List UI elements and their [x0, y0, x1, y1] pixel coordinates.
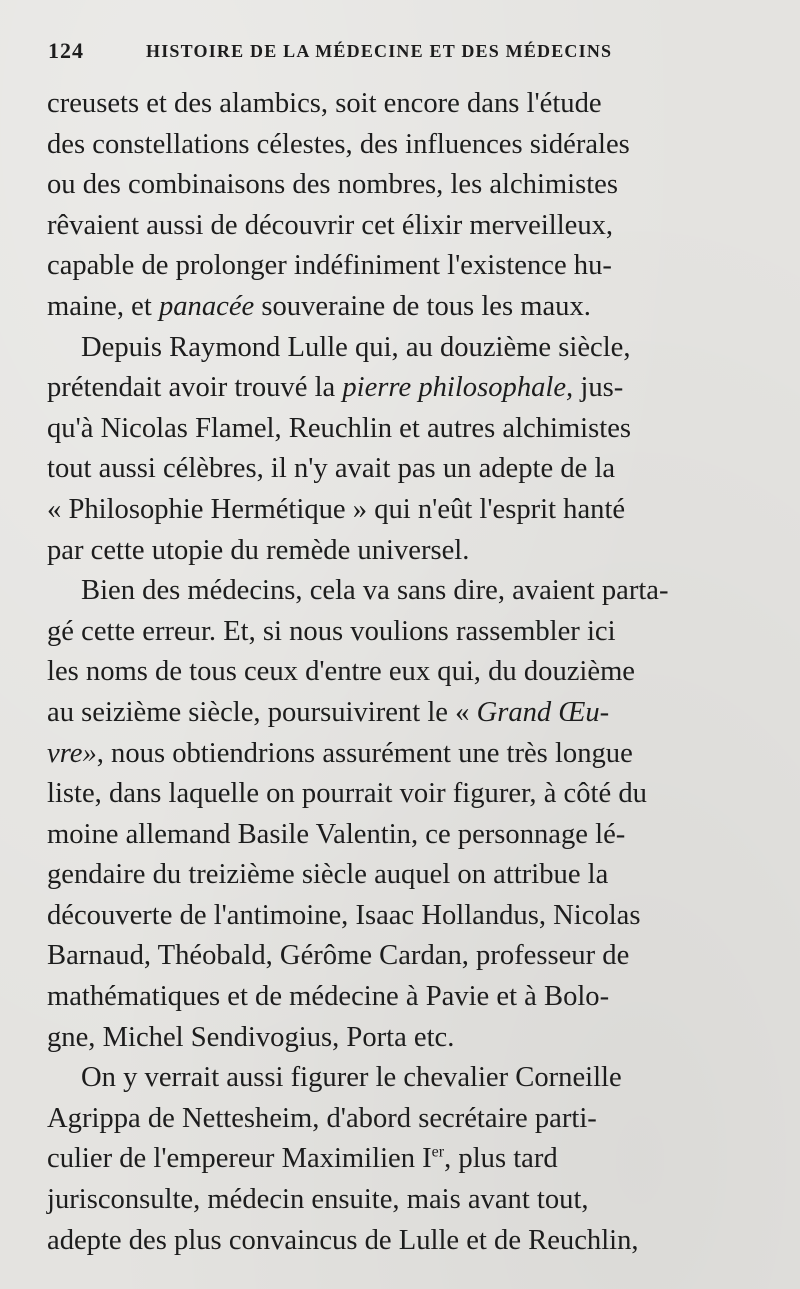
- line-text: au seizième siècle, poursuivirent le «: [47, 696, 477, 728]
- line-text: liste, dans laquelle on pourrait voir figurer, à côté du: [47, 778, 647, 810]
- body-text: [47, 84, 756, 1261]
- text-line: [47, 125, 756, 166]
- text-line: [47, 1139, 756, 1180]
- text-line: [47, 1221, 756, 1262]
- line-text: culier de l'empereur Maximilien I: [47, 1143, 432, 1175]
- text-line: [47, 328, 756, 369]
- text-line: [47, 612, 756, 653]
- line-text: , nous obtiendrions assurément une très longue: [96, 737, 633, 769]
- text-line: [47, 936, 756, 977]
- line-text: jus-: [573, 372, 624, 404]
- text-line: [47, 571, 756, 612]
- line-text: tout aussi célèbres, il n'y avait pas un adepte de la: [47, 453, 616, 485]
- text-line: [47, 1058, 756, 1099]
- line-text: mathématiques et de médecine à Pavie et à Bolo-: [47, 981, 610, 1013]
- text-line: [47, 287, 756, 328]
- text-line: [47, 652, 756, 693]
- superscript-text: er: [431, 1143, 445, 1161]
- line-text: maine, et: [47, 290, 159, 322]
- page-number: 124: [48, 38, 84, 63]
- text-line: [47, 449, 756, 490]
- text-line: [47, 774, 756, 815]
- running-title: HISTOIRE DE LA MÉDECINE ET DES MÉDECINS: [146, 41, 613, 61]
- text-line: [47, 815, 756, 856]
- text-line: [47, 693, 756, 734]
- text-line: [47, 84, 756, 125]
- line-text: jurisconsulte, médecin ensuite, mais avant tout,: [47, 1184, 589, 1216]
- line-text: Agrippa de Nettesheim, d'abord secrétaire parti-: [47, 1102, 597, 1134]
- italic-text: pierre philosophale,: [342, 372, 574, 404]
- line-text: souveraine de tous les maux.: [254, 290, 591, 322]
- text-line: [47, 165, 756, 206]
- line-text: gne, Michel Sendivogius, Porta etc.: [47, 1021, 455, 1053]
- line-text: par cette utopie du remède universel.: [47, 534, 470, 566]
- text-line: [47, 1018, 756, 1059]
- text-line: [47, 896, 756, 937]
- page-header: [48, 38, 748, 68]
- line-text: « Philosophie Hermétique » qui n'eût l'esprit hanté: [47, 493, 626, 525]
- text-line: [47, 1099, 756, 1140]
- text-line: [47, 531, 756, 572]
- line-text: On y verrait aussi figurer le chevalier Corneille: [81, 1062, 622, 1094]
- text-line: [47, 206, 756, 247]
- line-text: Depuis Raymond Lulle qui, au douzième siècle,: [81, 331, 631, 363]
- text-line: [47, 1180, 756, 1221]
- italic-text: Grand Œu-: [476, 696, 610, 728]
- line-text: gendaire du treizième siècle auquel on attribue la: [47, 859, 609, 891]
- line-text: rêvaient aussi de découvrir cet élixir merveilleux,: [47, 209, 614, 241]
- line-text: capable de prolonger indéfiniment l'existence hu-: [47, 250, 612, 282]
- line-text: , plus tard: [444, 1143, 558, 1175]
- italic-text: vre»: [47, 737, 97, 769]
- text-line: [47, 246, 756, 287]
- line-text: découverte de l'antimoine, Isaac Hollandus, Nicolas: [47, 899, 641, 931]
- line-text: gé cette erreur. Et, si nous voulions rassembler ici: [47, 615, 616, 647]
- line-text: Barnaud, Théobald, Gérôme Cardan, professeur de: [47, 940, 630, 972]
- italic-text: panacée: [158, 290, 255, 322]
- text-line: [47, 409, 756, 450]
- line-text: prétendait avoir trouvé la: [47, 372, 343, 404]
- text-line: [47, 734, 756, 775]
- line-text: les noms de tous ceux d'entre eux qui, du douzième: [47, 656, 636, 688]
- line-text: des constellations célestes, des influences sidérales: [47, 128, 630, 160]
- line-text: adepte des plus convaincus de Lulle et de Reuchlin,: [47, 1224, 639, 1256]
- text-line: [47, 855, 756, 896]
- line-text: moine allemand Basile Valentin, ce personnage lé-: [47, 818, 626, 850]
- text-line: [47, 977, 756, 1018]
- line-text: Bien des médecins, cela va sans dire, avaient parta-: [81, 575, 669, 607]
- line-text: ou des combinaisons des nombres, les alchimistes: [47, 169, 618, 201]
- line-text: qu'à Nicolas Flamel, Reuchlin et autres alchimistes: [47, 412, 632, 444]
- text-line: [47, 490, 756, 531]
- line-text: creusets et des alambics, soit encore dans l'étude: [47, 88, 602, 119]
- text-line: [47, 368, 756, 409]
